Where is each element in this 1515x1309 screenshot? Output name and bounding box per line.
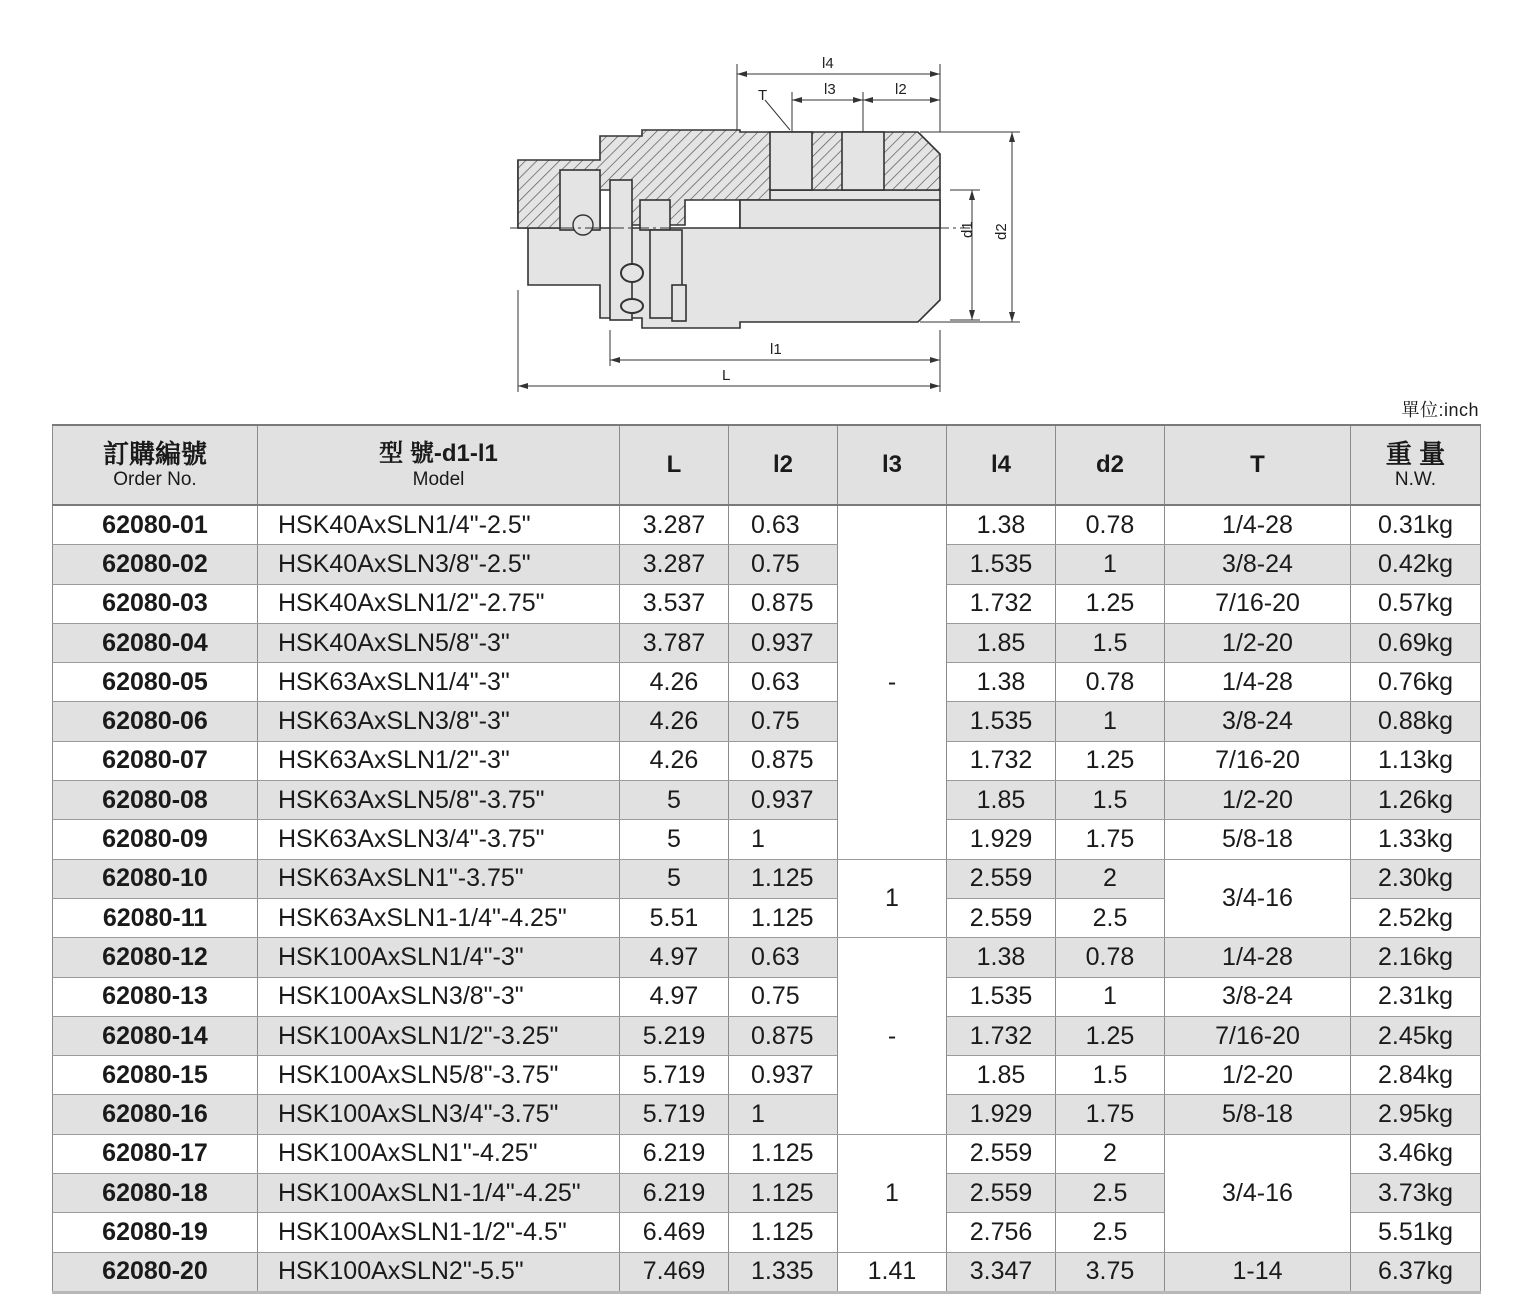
l4-cell: 1.535 [947,545,1056,584]
l3-cell: 1 [838,1134,947,1252]
table-row [53,1252,1481,1292]
header-T [1165,425,1351,505]
order-no-cell: 62080-01 [53,505,258,545]
table-row [53,938,1481,977]
header-l4 [947,425,1056,505]
T-cell: 3/8-24 [1165,545,1351,584]
l4-cell: 2.559 [947,859,1056,898]
table-row [53,859,1481,898]
table-row [53,1016,1481,1055]
T-cell: 1/4-28 [1165,938,1351,977]
L-cell: 3.787 [620,623,729,662]
l2-cell: 0.937 [729,623,838,662]
L-cell: 6.219 [620,1134,729,1173]
model-cell: HSK100AxSLN1"-4.25" [258,1134,620,1173]
l2-cell: 1 [729,1095,838,1134]
order-no-cell: 62080-13 [53,977,258,1016]
d2-cell: 0.78 [1056,505,1165,545]
model-cell: HSK63AxSLN1-1/4"-4.25" [258,898,620,937]
L-cell: 7.469 [620,1252,729,1292]
model-cell: HSK100AxSLN1-1/2"-4.5" [258,1213,620,1252]
order-no-cell: 62080-04 [53,623,258,662]
l4-cell: 1.38 [947,663,1056,702]
model-cell: HSK63AxSLN3/4"-3.75" [258,820,620,859]
weight-cell: 2.45kg [1351,1016,1481,1055]
weight-cell: 2.84kg [1351,1056,1481,1095]
header-weight-zh: 重 量 [1385,439,1446,469]
weight-cell: 2.31kg [1351,977,1481,1016]
L-cell: 4.26 [620,702,729,741]
d2-cell: 1 [1056,702,1165,741]
hole-circle [573,215,593,235]
l4-cell: 2.756 [947,1213,1056,1252]
label-l2: l2 [895,81,907,98]
table-body [53,505,1481,1292]
order-no-cell: 62080-10 [53,859,258,898]
table-row [53,623,1481,662]
order-no-cell: 62080-06 [53,702,258,741]
T-cell: 7/16-20 [1165,741,1351,780]
L-cell: 4.97 [620,977,729,1016]
L-cell: 4.26 [620,741,729,780]
model-cell: HSK100AxSLN3/4"-3.75" [258,1095,620,1134]
l2-cell: 1.125 [729,859,838,898]
l2-cell: 1 [729,820,838,859]
L-cell: 6.219 [620,1174,729,1213]
order-no-cell: 62080-07 [53,741,258,780]
L-cell: 5 [620,859,729,898]
label-l4: l4 [822,55,834,72]
order-no-cell: 62080-15 [53,1056,258,1095]
l2-cell: 0.75 [729,977,838,1016]
model-cell: HSK63AxSLN5/8"-3.75" [258,781,620,820]
grip-circle [621,264,643,282]
model-cell: HSK100AxSLN5/8"-3.75" [258,1056,620,1095]
l2-cell: 0.937 [729,1056,838,1095]
table-row [53,1134,1481,1173]
weight-cell: 1.33kg [1351,820,1481,859]
header-l4-text: l4 [990,451,1011,478]
grip-oval [621,299,643,313]
weight-cell: 2.52kg [1351,898,1481,937]
model-cell: HSK40AxSLN1/2"-2.75" [258,584,620,623]
weight-cell: 0.69kg [1351,623,1481,662]
model-cell: HSK40AxSLN3/8"-2.5" [258,545,620,584]
L-cell: 3.537 [620,584,729,623]
L-cell: 3.287 [620,545,729,584]
weight-cell: 0.57kg [1351,584,1481,623]
d2-cell: 1.25 [1056,741,1165,780]
l4-cell: 1.535 [947,702,1056,741]
model-cell: HSK63AxSLN1/2"-3" [258,741,620,780]
T-cell: 1-14 [1165,1252,1351,1292]
d2-cell: 1.5 [1056,1056,1165,1095]
d2-cell: 1.75 [1056,820,1165,859]
order-no-cell: 62080-17 [53,1134,258,1173]
model-cell: HSK63AxSLN1"-3.75" [258,859,620,898]
L-cell: 3.287 [620,505,729,545]
l2-cell: 1.125 [729,898,838,937]
header-d2-text: d2 [1095,451,1124,478]
table-row [53,505,1481,545]
T-cell: 3/8-24 [1165,702,1351,741]
header-order-zh: 訂購編號 [102,439,207,469]
label-l3: l3 [824,81,836,98]
order-no-cell: 62080-11 [53,898,258,937]
L-cell: 5 [620,781,729,820]
d2-cell: 2.5 [1056,898,1165,937]
l2-cell: 0.875 [729,584,838,623]
T-cell: 3/4-16 [1165,1134,1351,1252]
l2-cell: 0.937 [729,781,838,820]
weight-cell: 3.46kg [1351,1134,1481,1173]
order-no-cell: 62080-14 [53,1016,258,1055]
l4-cell: 1.85 [947,781,1056,820]
header-l3 [838,425,947,505]
T-cell: 1/4-28 [1165,505,1351,545]
order-no-cell: 62080-03 [53,584,258,623]
d2-cell: 2 [1056,1134,1165,1173]
order-no-cell: 62080-08 [53,781,258,820]
d2-cell: 1.25 [1056,1016,1165,1055]
T-cell: 5/8-18 [1165,820,1351,859]
header-model-en: Model [412,469,465,490]
model-cell: HSK63AxSLN1/4"-3" [258,663,620,702]
order-no-cell: 62080-20 [53,1252,258,1292]
d2-cell: 0.78 [1056,663,1165,702]
l4-cell: 2.559 [947,898,1056,937]
T-cell: 7/16-20 [1165,1016,1351,1055]
label-d1: d1 [959,221,976,238]
model-cell: HSK100AxSLN1/4"-3" [258,938,620,977]
label-T: T [758,87,768,104]
table-row [53,820,1481,859]
header-d2 [1056,425,1165,505]
model-cell: HSK100AxSLN1-1/4"-4.25" [258,1174,620,1213]
header-weight [1351,425,1481,505]
l2-cell: 1.125 [729,1213,838,1252]
weight-cell: 0.31kg [1351,505,1481,545]
header-order [53,425,258,505]
label-L: L [722,367,731,384]
weight-cell: 6.37kg [1351,1252,1481,1292]
l4-cell: 1.929 [947,820,1056,859]
table-row [53,545,1481,584]
table-row [53,584,1481,623]
d2-cell: 1.5 [1056,781,1165,820]
table-row [53,977,1481,1016]
header-order-en: Order No. [113,469,197,490]
weight-cell: 2.95kg [1351,1095,1481,1134]
weight-cell: 5.51kg [1351,1213,1481,1252]
weight-cell: 0.76kg [1351,663,1481,702]
l4-cell: 1.38 [947,938,1056,977]
l4-cell: 1.85 [947,623,1056,662]
l3-cell: 1 [838,859,947,938]
model-cell: HSK63AxSLN3/8"-3" [258,702,620,741]
model-cell: HSK40AxSLN5/8"-3" [258,623,620,662]
d2-cell: 2 [1056,859,1165,898]
order-no-cell: 62080-09 [53,820,258,859]
T-cell: 3/4-16 [1165,859,1351,938]
unit-label: 單位:inch [1401,400,1479,420]
weight-cell: 3.73kg [1351,1174,1481,1213]
l3-cell: - [838,505,947,859]
l2-cell: 0.75 [729,545,838,584]
weight-cell: 2.30kg [1351,859,1481,898]
l2-cell: 0.875 [729,741,838,780]
spec-table [52,424,1481,1294]
l2-cell: 0.75 [729,702,838,741]
order-no-cell: 62080-18 [53,1174,258,1213]
l3-cell: - [838,938,947,1134]
model-cell: HSK40AxSLN1/4"-2.5" [258,505,620,545]
header-L [620,425,729,505]
header-model [258,425,620,505]
order-no-cell: 62080-16 [53,1095,258,1134]
L-cell: 4.97 [620,938,729,977]
weight-cell: 2.16kg [1351,938,1481,977]
label-d2: d2 [993,223,1010,240]
L-cell: 5.51 [620,898,729,937]
table-header-row [53,425,1481,505]
T-cell: 1/2-20 [1165,623,1351,662]
model-cell: HSK100AxSLN3/8"-3" [258,977,620,1016]
label-l1: l1 [770,341,782,358]
T-cell: 7/16-20 [1165,584,1351,623]
weight-cell: 0.88kg [1351,702,1481,741]
L-cell: 6.469 [620,1213,729,1252]
header-l2 [729,425,838,505]
d2-cell: 2.5 [1056,1213,1165,1252]
l4-cell: 3.347 [947,1252,1056,1292]
l3-cell: 1.41 [838,1252,947,1292]
d2-cell: 1.75 [1056,1095,1165,1134]
d2-cell: 2.5 [1056,1174,1165,1213]
L-cell: 5.719 [620,1095,729,1134]
header-weight-en: N.W. [1394,469,1437,490]
d2-cell: 1.5 [1056,623,1165,662]
T-cell: 1/2-20 [1165,781,1351,820]
weight-cell: 0.42kg [1351,545,1481,584]
l4-cell: 1.38 [947,505,1056,545]
l2-cell: 0.63 [729,938,838,977]
table-row [53,781,1481,820]
l4-cell: 1.535 [947,977,1056,1016]
table-row [53,663,1481,702]
d2-cell: 3.75 [1056,1252,1165,1292]
table-row [53,741,1481,780]
T-cell: 1/4-28 [1165,663,1351,702]
T-cell: 3/8-24 [1165,977,1351,1016]
table-row [53,1095,1481,1134]
table-row [53,1056,1481,1095]
header-l3-text: l3 [881,451,902,478]
header-L-text: L [666,451,682,478]
l2-cell: 0.63 [729,663,838,702]
l4-cell: 1.732 [947,584,1056,623]
L-cell: 5 [620,820,729,859]
l2-cell: 1.125 [729,1174,838,1213]
T-cell: 5/8-18 [1165,1095,1351,1134]
order-no-cell: 62080-19 [53,1213,258,1252]
order-no-cell: 62080-12 [53,938,258,977]
T-cell: 1/2-20 [1165,1056,1351,1095]
L-cell: 4.26 [620,663,729,702]
weight-cell: 1.26kg [1351,781,1481,820]
table-row [53,702,1481,741]
l2-cell: 1.335 [729,1252,838,1292]
model-cell: HSK100AxSLN2"-5.5" [258,1252,620,1292]
l2-cell: 0.875 [729,1016,838,1055]
d2-cell: 0.78 [1056,938,1165,977]
l4-cell: 1.732 [947,741,1056,780]
l4-cell: 1.85 [947,1056,1056,1095]
order-no-cell: 62080-02 [53,545,258,584]
header-l2-text: l2 [772,451,793,478]
l4-cell: 2.559 [947,1134,1056,1173]
d2-cell: 1 [1056,977,1165,1016]
order-no-cell: 62080-05 [53,663,258,702]
l4-cell: 2.559 [947,1174,1056,1213]
l4-cell: 1.929 [947,1095,1056,1134]
tool-holder-drawing [500,50,1040,395]
L-cell: 5.219 [620,1016,729,1055]
header-T-text: T [1250,451,1265,478]
d2-cell: 1 [1056,545,1165,584]
weight-cell: 1.13kg [1351,741,1481,780]
l4-cell: 1.732 [947,1016,1056,1055]
L-cell: 5.719 [620,1056,729,1095]
l2-cell: 1.125 [729,1134,838,1173]
model-cell: HSK100AxSLN1/2"-3.25" [258,1016,620,1055]
l2-cell: 0.63 [729,505,838,545]
d2-cell: 1.25 [1056,584,1165,623]
header-model-zh: 型 號-d1-l1 [379,440,498,467]
